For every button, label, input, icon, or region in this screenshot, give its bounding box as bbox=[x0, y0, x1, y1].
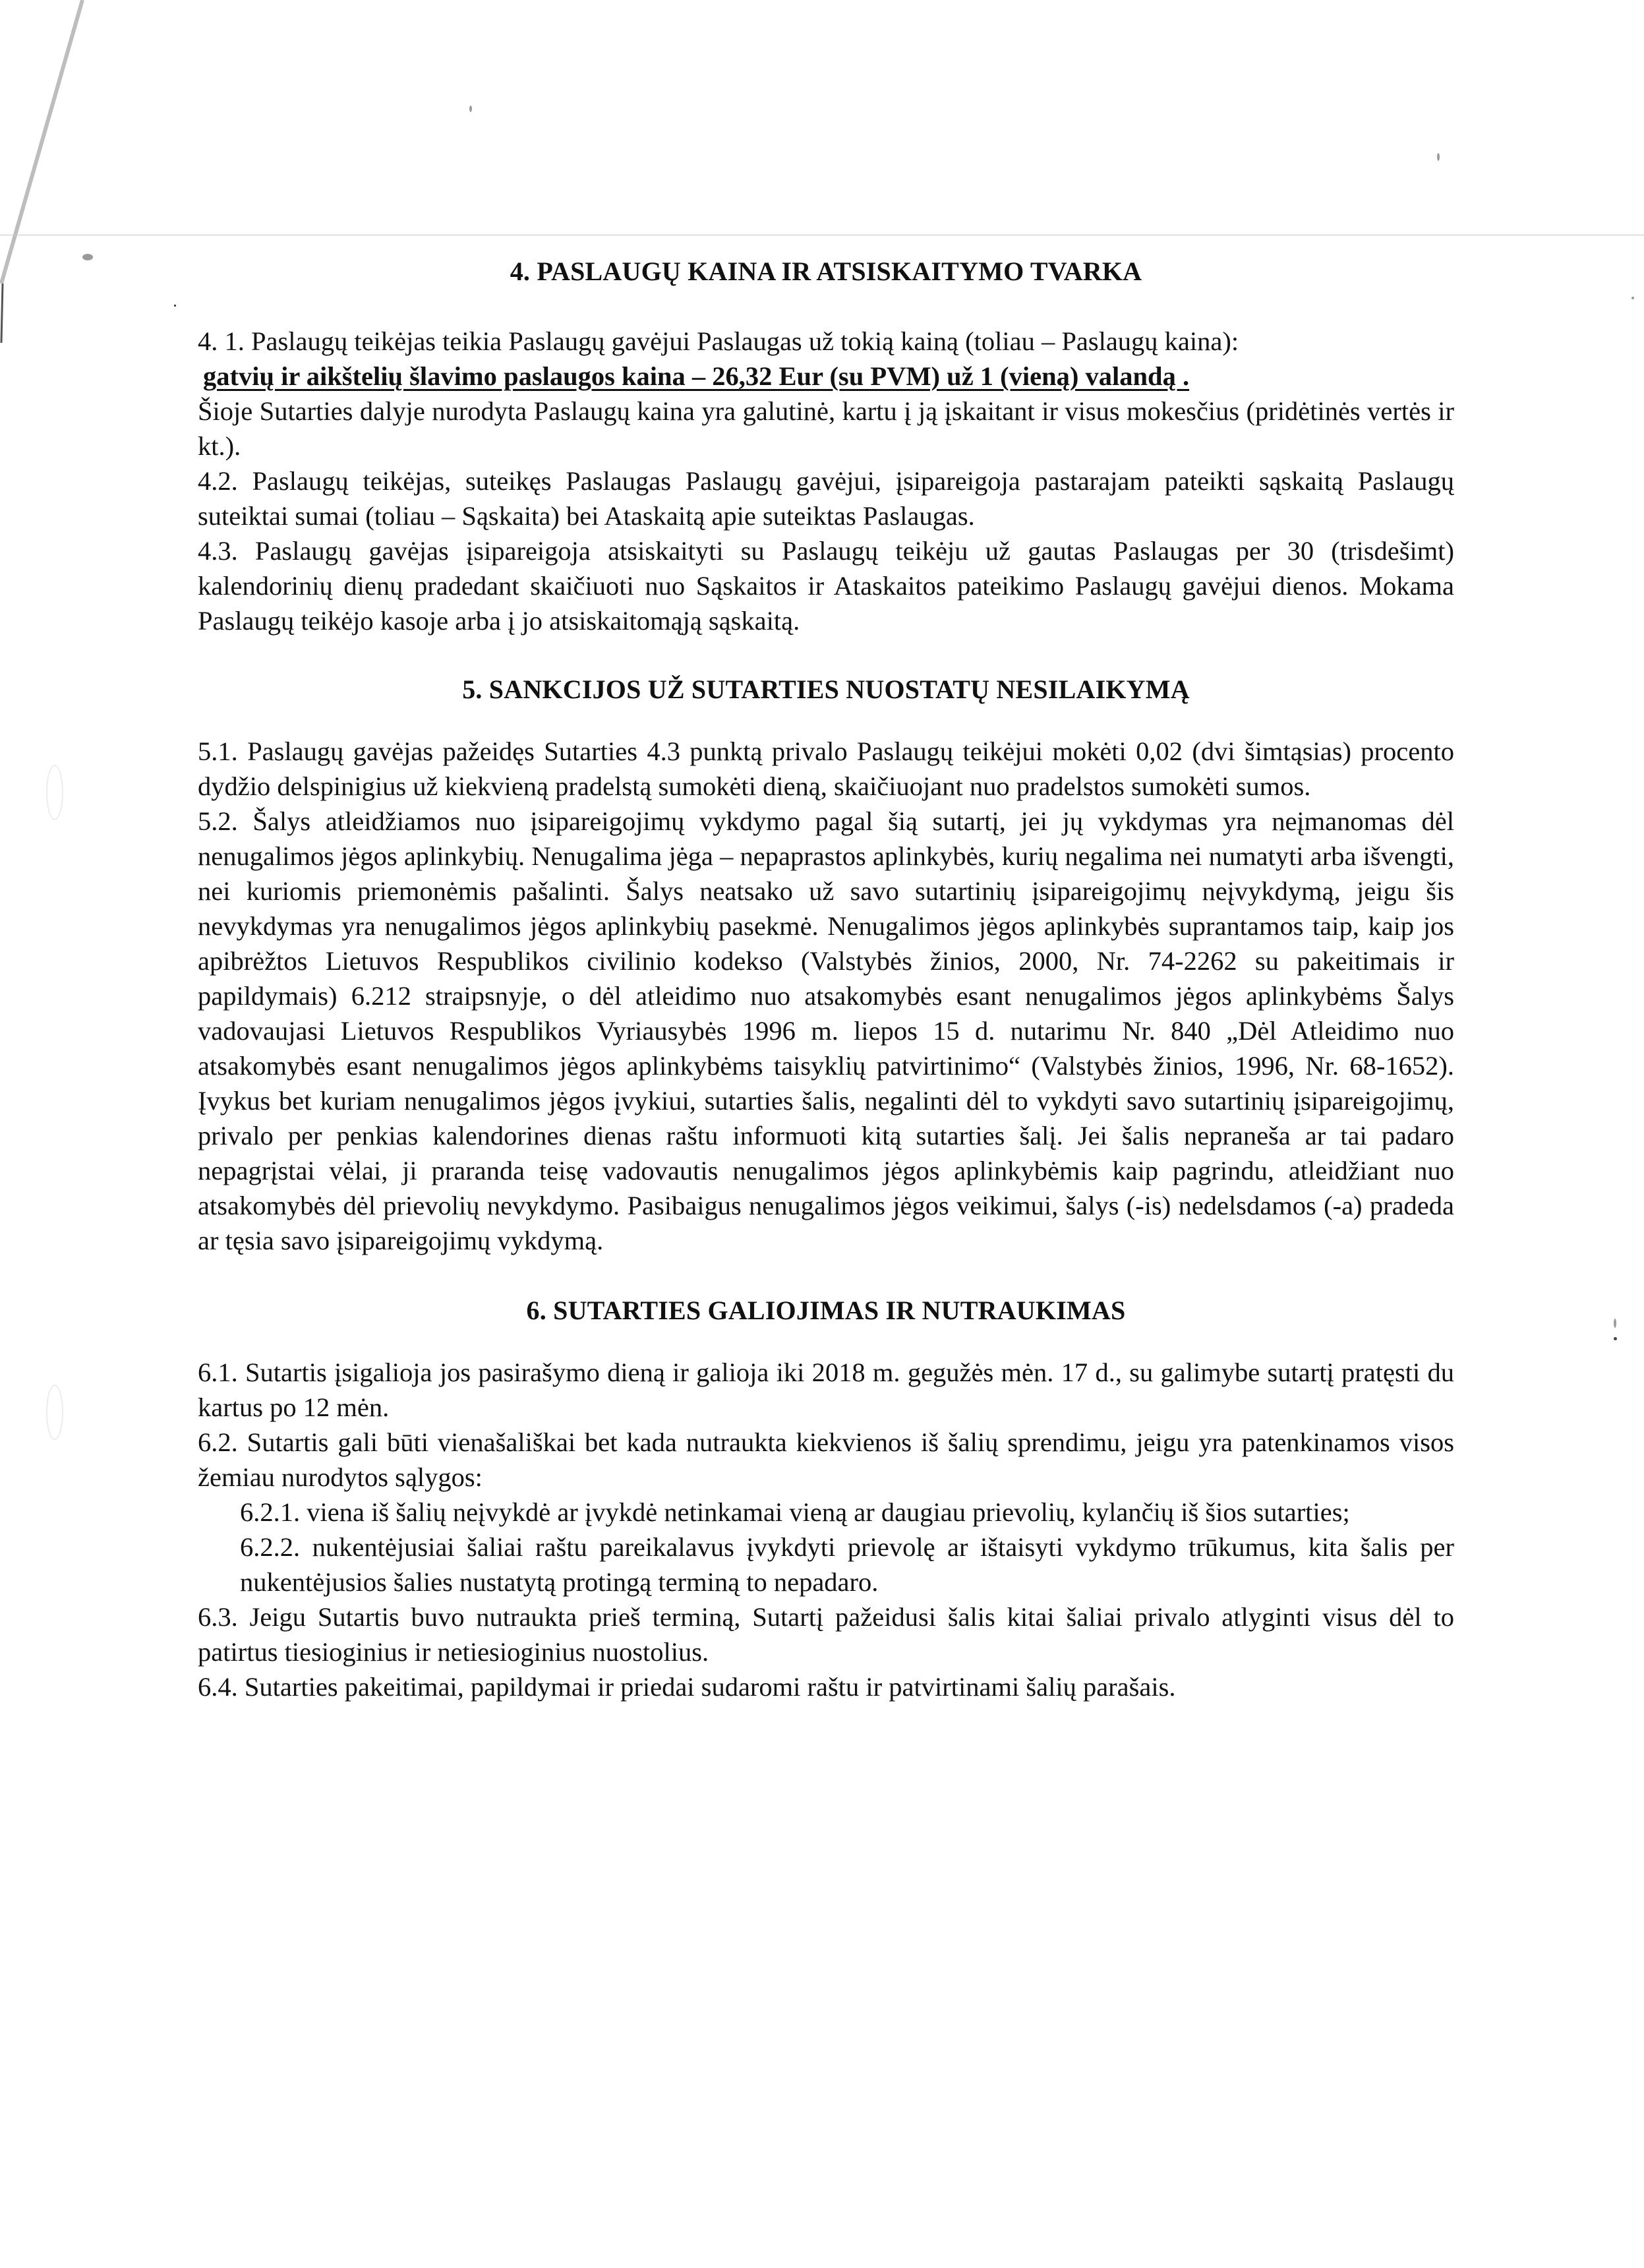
clause-4-1-price: gatvių ir aikštelių šlavimo paslaugos kaina – 26,32 Eur (su PVM) už 1 (vieną) valandą . bbox=[203, 361, 1190, 391]
clause-6-2-1: 6.2.1. viena iš šalių neįvykdė ar įvykdė netinkamai vieną ar daugiau prievolių, kylančių iš šios sutarties; bbox=[240, 1497, 1350, 1527]
section-5-title: 5. SANKCIJOS UŽ SUTARTIES NUOSTATŲ NESILAIKYMĄ bbox=[462, 674, 1190, 704]
clause-4-1-rest: Šioje Sutarties dalyje nurodyta Paslaugų kaina yra galutinė, kartu į ją įskaitant ir visus mokesčius (pridėtinės vertės ir kt.). bbox=[198, 396, 1454, 461]
scan-speck bbox=[1437, 153, 1440, 161]
clause-5-2: 5.2. Šalys atleidžiamos nuo įsipareigojimų vykdymo pagal šią sutartį, jei jų vykdymas yra neįmanomas dėl nenugalimos jėgos aplinkybių. Nenugalima jėga – nepaprastos aplinkybės, kurių negalima nei numatyti arba išvengti, nei kuriomis priemonėmis pašalinti. Šalys neatsako už savo sutartinių įsipareigojimų neįvykdymą, jeigu šis nevykdymas yra nenugalimos jėgos aplinkybių pasekmė. Nenugalimos jėgos aplinkybės suprantamos taip, kaip jos apibrėžtos Lietuvos Respublikos civilinio kodekso (Valstybės žinios, 2000, Nr. 74-2262 su pakeitimais ir papildymais) 6.212 straipsnyje, o dėl atleidimo nuo atsakomybės esant nenugalimos jėgos aplinkybėms Šalys vadovaujasi Lietuvos Respublikos Vyriausybės 1996 m. liepos 15 d. nutarimu Nr. 840 „Dėl Atleidimo nuo atsakomybės esant nenugalimos jėgos aplinkybėms taisyklių patvirtinimo“ (Valstybės žinios, 1996, Nr. 68-1652). Įvykus bet kuriam nenugalimos jėgos įvykiui, sutarties šalis, negalinti dėl to vykdyti savo sutartinių įsipareigojimų, privalo per penkias kalendorines dienas raštu informuoti kitą sutarties šalį. Jei šalis nepraneša ar tai padaro nepagrįstai vėlai, ji praranda teisę vadovautis nenugalimos jėgos aplinkybėmis kaip pagrindu, atleidžiant nuo atsakomybės dėl prievolių nevykdymo. Pasibaigus nenugalimos jėgos veikimui, šalys (-is) nedelsdamos (-a) pradeda ar tęsia savo įsipareigojimų vykdymą. bbox=[198, 806, 1454, 1255]
scan-speck bbox=[1614, 1337, 1617, 1340]
scan-speck bbox=[82, 254, 93, 260]
scan-edge-line bbox=[0, 0, 132, 343]
document-page bbox=[198, 244, 1454, 1704]
scan-hole-mark bbox=[46, 765, 63, 820]
scan-speck bbox=[174, 305, 176, 307]
clause-6-3: 6.3. Jeigu Sutartis buvo nutraukta prieš terminą, Sutartį pažeidusi šalis kitai šaliai privalo atlyginti visus dėl to patirtus tiesioginius ir netiesioginius nuostolius. bbox=[198, 1602, 1454, 1667]
clause-6-4: 6.4. Sutarties pakeitimai, papildymai ir priedai sudaromi raštu ir patvirtinami šalių parašais. bbox=[198, 1672, 1176, 1702]
clause-4-1-intro: 4. 1. Paslaugų teikėjas teikia Paslaugų gavėjui Paslaugas už tokią kainą (toliau – Paslaugų kaina): bbox=[198, 326, 1239, 356]
section-4-title: 4. PASLAUGŲ KAINA IR ATSISKAITYMO TVARKA bbox=[510, 256, 1142, 286]
section-6-title: 6. SUTARTIES GALIOJIMAS IR NUTRAUKIMAS bbox=[526, 1296, 1126, 1325]
clause-6-2: 6.2. Sutartis gali būti vienašališkai bet kada nutraukta kiekvienos iš šalių sprendimu, jeigu yra patenkinamos visos žemiau nurodytos sąlygos: bbox=[198, 1427, 1454, 1492]
clause-6-1: 6.1. Sutartis įsigalioja jos pasirašymo dieną ir galioja iki 2018 m. gegužės mėn. 17 d., su galimybe sutartį pratęsti du kartus po 12 mėn. bbox=[198, 1358, 1454, 1422]
scan-hole-mark bbox=[46, 1385, 63, 1440]
clause-4-2: 4.2. Paslaugų teikėjas, suteikęs Paslaugas Paslaugų gavėjui, įsipareigoja pastarajam pateikti sąskaitą Paslaugų suteiktai sumai (toliau – Sąskaita) bei Ataskaitą apie suteiktas Paslaugas. bbox=[198, 466, 1454, 531]
clause-5-1: 5.1. Paslaugų gavėjas pažeidęs Sutarties 4.3 punktą privalo Paslaugų teikėjui mokėti 0,02 (dvi šimtąsias) procento dydžio delspinigius už kiekvieną pradelstą sumokėti dieną, skaičiuojant nuo pradelstos sumokėti sumos. bbox=[198, 736, 1454, 801]
clause-4-3: 4.3. Paslaugų gavėjas įsipareigoja atsiskaityti su Paslaugų teikėju už gautas Paslaugas per 30 (trisdešimt) kalendorinių dienų pradedant skaičiuoti nuo Sąskaitos ir Ataskaitos pateikimo Paslaugų gavėjui dienos. Mokama Paslaugų teikėjo kasoje arba į jo atsiskaitomąją sąskaitą. bbox=[198, 536, 1454, 636]
scan-speck bbox=[1631, 297, 1634, 299]
scan-speck bbox=[469, 105, 472, 112]
clause-6-2-2: 6.2.2. nukentėjusiai šaliai raštu pareikalavus įvykdyti prievolę ar ištaisyti vykdymo trūkumus, kita šalis per nukentėjusios šalies nustatytą protingą terminą to nepadaro. bbox=[240, 1532, 1454, 1597]
scan-speck bbox=[1614, 1319, 1616, 1328]
